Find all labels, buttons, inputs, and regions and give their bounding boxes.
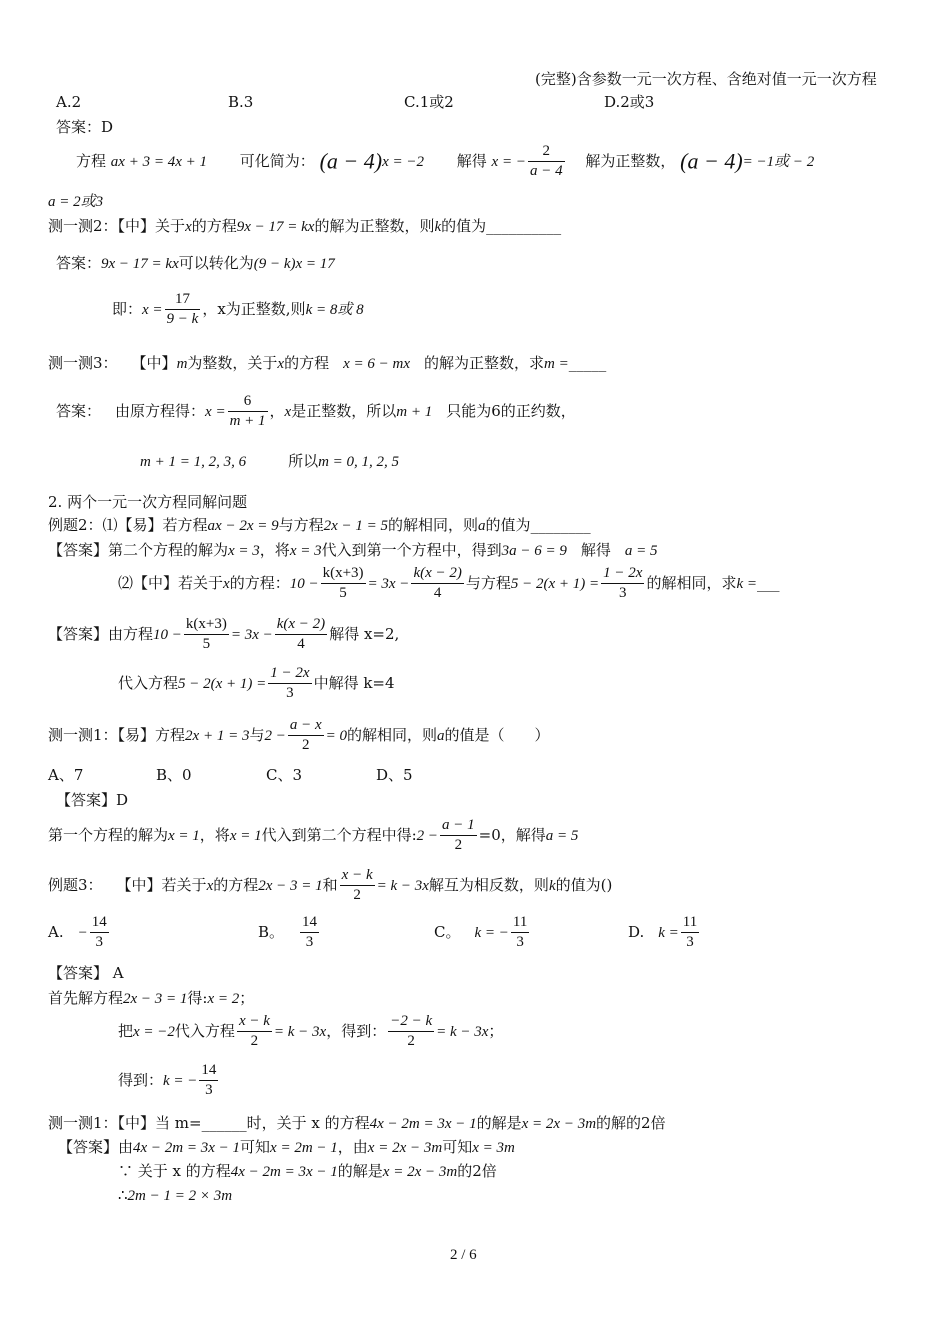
text: 只能为6的正约数， [446, 401, 576, 420]
label: 测一测1：【中】当 m= [48, 1114, 202, 1132]
numerator: x − k [237, 1013, 272, 1032]
fraction [90, 914, 109, 952]
fraction [411, 565, 463, 603]
test4-question [48, 717, 550, 755]
denominator: a − 4 [529, 163, 563, 180]
text: ⑵【中】若关于 [118, 573, 224, 592]
fraction [511, 914, 529, 952]
label: 答案： [56, 401, 102, 420]
var: x [284, 403, 292, 420]
text: 是正整数，所以 [291, 401, 397, 420]
numerator: 2 [528, 143, 565, 162]
fraction [165, 291, 201, 329]
example3-question [48, 867, 612, 905]
denominator: 5 [202, 636, 211, 653]
equation: x = [205, 403, 226, 420]
equation: 4x − 2m = 3x − 1 [369, 1116, 477, 1132]
denominator: 4 [297, 636, 305, 653]
text: 的方程 [284, 354, 330, 372]
numerator: 6 [228, 393, 268, 412]
text: 的方程： [229, 573, 290, 592]
text: 的值为 [485, 516, 531, 534]
var: k [434, 219, 442, 235]
var: a [478, 518, 486, 534]
equation: 2x − 3 = 1 [123, 991, 188, 1007]
test4-answer: 【答案】D [56, 791, 129, 809]
denominator: 3 [619, 585, 627, 602]
label: C。 [434, 922, 461, 941]
equation: = 3x − [230, 626, 273, 643]
numerator: 17 [165, 291, 201, 310]
equation: x = 2x − 3m [382, 1164, 458, 1180]
answer-line-2: a = 2或3 [48, 194, 104, 210]
equation: = 0 [325, 727, 347, 744]
option-a: A.2 [56, 93, 82, 111]
equation: 2x − 1 = 5 [323, 518, 389, 534]
text: 与 [249, 725, 265, 744]
numerator: 1 − 2x [601, 565, 644, 584]
equation: x = 3m [472, 1140, 515, 1156]
text: 首先解方程 [48, 989, 124, 1007]
var: x [206, 877, 214, 894]
equation: x = −2 [382, 153, 424, 170]
equation: m + 1 [396, 403, 433, 420]
text: 得: [187, 989, 208, 1007]
text: 可化简为： [239, 151, 315, 170]
denominator: 3 [205, 1082, 213, 1099]
test5-answer [58, 1138, 515, 1157]
text: ； [488, 1021, 504, 1040]
label: 例题3： [48, 875, 103, 894]
denominator: 4 [433, 585, 442, 602]
equation: = 3x − [367, 575, 410, 592]
text: 第一个方程的解为 [48, 825, 169, 844]
test4-option-a: A、7 [48, 766, 84, 784]
fraction [184, 616, 229, 654]
text: 的2倍 [457, 1162, 497, 1180]
text: 的解是 [476, 1114, 522, 1132]
example3-option-c [434, 914, 531, 952]
numerator: k(x − 2) [411, 565, 463, 584]
equation: x = 3 [289, 543, 322, 559]
equation: ax + 3 = 4x + 1 [110, 153, 207, 170]
text: 【中】若关于 [116, 875, 207, 894]
equation: k = − [474, 924, 509, 941]
denominator: 3 [686, 934, 694, 951]
equation: 2x − 3 = 1 [258, 877, 323, 894]
label: A. [48, 922, 64, 941]
fraction [275, 616, 327, 654]
option-d: D.2或3 [604, 93, 655, 111]
text: ∵ 关于 x 的方程 [118, 1162, 231, 1180]
fraction [300, 914, 319, 952]
equation: a = 5 [624, 543, 658, 559]
text: 【答案】由 [58, 1138, 134, 1156]
text: 的解为正整数，则 [314, 217, 435, 235]
answer-blank: ______ [201, 1114, 247, 1132]
text: 的解相同，求 [646, 573, 737, 592]
answer-blank: ________ [530, 516, 591, 534]
fraction [288, 717, 324, 755]
equation: = k − 3x [273, 1023, 327, 1040]
text: ，将 [259, 541, 290, 559]
text: ，由 [337, 1138, 368, 1156]
text: 代入到第二个方程中得: [261, 825, 417, 844]
example3-option-b [258, 914, 321, 952]
fraction [388, 1013, 434, 1051]
label: 测一测2： [48, 217, 118, 235]
test4-option-b: B、0 [156, 766, 192, 784]
text: 解互为相反数，则 [428, 875, 549, 894]
text: 所以 [288, 452, 319, 470]
text: 代入方程 [174, 1021, 235, 1040]
answer-label: 答案：D [56, 118, 114, 136]
equation: 2 − [264, 727, 286, 744]
text: ； [239, 989, 255, 1007]
text: ，x为正整数,则 [202, 299, 306, 318]
equation: x = [142, 301, 163, 318]
equation: k = [658, 924, 679, 941]
denominator: 3 [95, 934, 103, 951]
label: 例题2：⑴【易】若方程 [48, 516, 208, 534]
example2-part2 [118, 565, 779, 603]
denominator: 2 [353, 887, 361, 904]
equation: x = −2 [133, 1023, 175, 1040]
test5-because [118, 1162, 497, 1181]
equation: − [77, 924, 88, 941]
text: 的值是（ ） [444, 725, 550, 744]
text: 的解是 [337, 1162, 383, 1180]
equation: 5 − 2(x + 1) = [178, 675, 267, 692]
text: ， [269, 401, 285, 420]
text: 的解相同，则 [347, 725, 438, 744]
numerator: 14 [300, 914, 319, 933]
fraction [268, 665, 311, 703]
text: 的解为正整数，求 [424, 354, 545, 372]
test4-solution [48, 817, 578, 855]
text: ，将 [199, 825, 230, 844]
equation: x = 2x − 3m [521, 1116, 597, 1132]
denominator: 5 [339, 585, 347, 602]
answer-line-1 [76, 143, 814, 181]
equation: x = 2x − 3m [367, 1140, 443, 1156]
text: 的方程 [191, 217, 237, 235]
equation: k = − [163, 1072, 198, 1089]
numerator: 14 [199, 1062, 218, 1081]
var: k [548, 877, 556, 894]
test4-option-d: D、5 [376, 766, 413, 784]
equation: x = 2m − 1 [270, 1140, 338, 1156]
equation: 9x − 17 = kx [236, 219, 315, 235]
equation: 2m − 1 = 2 × 3m [127, 1188, 233, 1204]
equation: k = 8或 8 [305, 301, 364, 318]
numerator: 11 [681, 914, 699, 933]
text: 的值为() [555, 875, 613, 894]
test3-question [48, 354, 606, 373]
fraction [228, 393, 268, 431]
test5-therefore [118, 1186, 232, 1205]
numerator: a − 1 [440, 817, 477, 836]
label: 测一测1：【易】方程 [48, 725, 186, 744]
example2-answer [48, 541, 658, 560]
denominator: m + 1 [229, 413, 266, 430]
equation: x = 1 [229, 827, 262, 844]
equation: = k − 3x [376, 877, 429, 894]
text: 【中】 [131, 354, 177, 372]
text: 和 [322, 875, 338, 894]
var: x [185, 219, 192, 235]
fraction [528, 143, 565, 181]
example3-step1 [48, 989, 254, 1008]
text: 中解得 k=4 [313, 673, 395, 692]
var: x [223, 575, 230, 592]
equation: 4x − 2m = 3x − 1 [230, 1164, 338, 1180]
text: 可知 [240, 1138, 271, 1156]
answer-blank: __________ [486, 217, 562, 235]
text: 时，关于 x 的方程 [246, 1114, 370, 1132]
var: a [437, 727, 445, 744]
example3-answer: 【答案】 A [48, 964, 124, 982]
var: x [277, 356, 285, 372]
test3-answer-2 [140, 452, 399, 471]
text: 可知 [442, 1138, 473, 1156]
text: 代入到第一个方程中，得到 [321, 541, 502, 559]
denominator: 9 − k [166, 311, 199, 328]
section-title: 2. 两个一元一次方程同解问题 [48, 493, 248, 511]
denominator: 3 [305, 934, 314, 951]
denominator: 2 [250, 1033, 259, 1050]
answer-blank: _____ [568, 354, 607, 372]
option-c: C.1或2 [404, 93, 454, 111]
test2-answer-2 [112, 291, 364, 329]
equation: x = 6 − mx [343, 356, 411, 372]
var: m [176, 356, 188, 372]
fraction [440, 817, 477, 855]
text: 与方程 [465, 573, 511, 592]
answer-blank: ___ [756, 573, 780, 592]
text: ∴ [118, 1186, 128, 1204]
numerator: k(x+3) [321, 565, 366, 584]
example2-question [48, 516, 591, 535]
equation: x = 1 [168, 827, 200, 844]
example3-option-d [628, 914, 701, 952]
numerator: 1 − 2x [268, 665, 311, 684]
equation: 5 − 2(x + 1) = [510, 575, 600, 592]
fraction [199, 1062, 218, 1100]
text: =0，解得 [478, 825, 546, 844]
text: 得到： [118, 1070, 164, 1089]
denominator: 3 [516, 934, 524, 951]
text: 【中】关于 [117, 217, 186, 235]
equation: 10 − [289, 575, 319, 592]
text: 方程 [76, 151, 107, 170]
example3-option-a [48, 914, 111, 952]
text: 的方程 [213, 875, 259, 894]
equation: = −1或 − 2 [742, 153, 815, 170]
equation: a = 5 [545, 827, 579, 844]
text: 即： [112, 299, 143, 318]
paren-expression: (a − 4) [319, 148, 383, 174]
text: 代入方程 [118, 673, 179, 692]
denominator: 3 [286, 685, 294, 702]
example2-answer-3 [118, 665, 395, 703]
equation: m = [544, 356, 569, 372]
text: 为整数，关于 [187, 354, 278, 372]
header-title: (完整)含参数一元一次方程、含绝对值一元一次方程 [535, 70, 877, 88]
fraction [681, 914, 699, 952]
text: ，得到： [326, 1021, 387, 1040]
equation: (9 − k)x = 17 [253, 256, 335, 272]
text: 可以转化为 [178, 254, 254, 272]
numerator: x − k [340, 867, 375, 886]
label: 测一测3： [48, 354, 118, 372]
label: B。 [258, 922, 285, 941]
equation: 4x − 2m = 3x − 1 [133, 1140, 241, 1156]
fraction [601, 565, 644, 603]
text: 的解的2倍 [596, 1114, 666, 1132]
test5-question [48, 1114, 666, 1133]
equation: k = [736, 575, 757, 592]
fraction [237, 1013, 272, 1051]
equation: ax − 2x = 9 [207, 518, 279, 534]
numerator: −2 − k [388, 1013, 434, 1032]
equation: x = 2 [207, 991, 240, 1007]
equation: 2x + 1 = 3 [185, 727, 250, 744]
test2-answer [56, 254, 335, 273]
equation: 3a − 6 = 9 [501, 543, 567, 559]
text: 把 [118, 1021, 134, 1040]
label: 答案： [56, 254, 102, 272]
numerator: 11 [511, 914, 529, 933]
text: 与方程 [278, 516, 324, 534]
equation: m = 0, 1, 2, 5 [318, 454, 400, 470]
text: 解得 x=2, [329, 624, 400, 643]
text: 由原方程得： [115, 401, 206, 420]
equation: x = 3 [228, 543, 260, 559]
denominator: 2 [407, 1033, 415, 1050]
text: 解为正整数， [585, 151, 676, 170]
example2-answer-2 [48, 616, 399, 654]
text: 的值为 [441, 217, 487, 235]
equation: 2 − [416, 827, 439, 844]
test4-option-c: C、3 [266, 766, 303, 784]
option-b: B.3 [228, 93, 254, 111]
test2-question [48, 217, 561, 236]
equation: x = − [491, 153, 526, 170]
numerator: 14 [90, 914, 109, 933]
label: D. [628, 922, 645, 941]
numerator: k(x+3) [184, 616, 229, 635]
fraction [340, 867, 375, 905]
text: 【答案】由方程 [48, 624, 154, 643]
example3-step3 [118, 1062, 220, 1100]
denominator: 2 [454, 837, 463, 854]
equation: 10 − [153, 626, 182, 643]
page-number: 2 / 6 [450, 1247, 477, 1263]
text: 解得 [580, 541, 611, 559]
equation: = k − 3x [436, 1023, 489, 1040]
numerator: a − x [288, 717, 324, 736]
paren-expression: (a − 4) [680, 148, 743, 174]
equation: m + 1 = 1, 2, 3, 6 [140, 454, 247, 470]
test3-answer [56, 393, 576, 431]
example3-step2 [118, 1013, 503, 1051]
numerator: k(x − 2) [275, 616, 327, 635]
text: 【答案】第二个方程的解为 [48, 541, 229, 559]
equation: 9x − 17 = kx [101, 256, 179, 272]
text: 的解相同，则 [388, 516, 479, 534]
fraction [321, 565, 366, 603]
text: 解得 [456, 151, 487, 170]
denominator: 2 [301, 737, 310, 754]
